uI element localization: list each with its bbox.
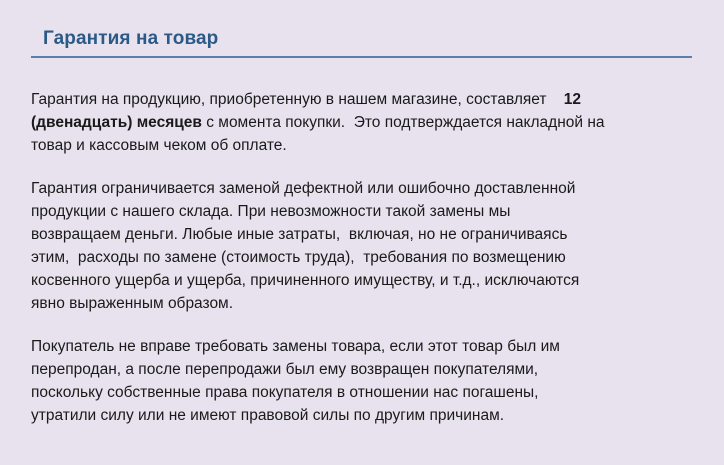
paragraph-line (31, 269, 701, 292)
paragraph-line (31, 223, 701, 246)
paragraph-1 (31, 88, 701, 157)
title-underline (31, 56, 692, 58)
paragraph-line (31, 200, 701, 223)
text-segment: явно выраженным образом. (31, 295, 234, 312)
text-segment: Гарантия ограничивается заменой дефектной или ошибочно доставленной (31, 180, 576, 197)
text-segment: этим, расходы по замене (стоимость труда), требования по возмещению (31, 249, 566, 266)
text-segment: продукции с нашего склада. При невозможности такой замены мы (31, 203, 511, 220)
text-segment: Покупатель не вправе требовать замены товара, если этот товар был им (31, 338, 560, 355)
text-segment: возвращаем деньги. Любые иные затраты, включая, но не ограничиваясь (31, 226, 568, 243)
document-body (31, 88, 701, 447)
paragraph-line (31, 381, 701, 404)
paragraph-line (31, 292, 701, 315)
text-segment: поскольку собственные права покупателя в отношении нас погашены, (31, 384, 539, 401)
paragraph-line (31, 177, 701, 200)
paragraph-line (31, 404, 701, 427)
paragraph-line (31, 88, 701, 111)
paragraph-line (31, 335, 701, 358)
page-title: Гарантия на товар (43, 28, 219, 49)
paragraph-2 (31, 177, 701, 315)
paragraph-line (31, 134, 701, 157)
text-segment: с момента покупки. Это подтверждается накладной на (201, 114, 605, 131)
bold-text: (двенадцать) месяцев (31, 114, 202, 131)
paragraph-3 (31, 335, 701, 427)
text-segment: косвенного ущерба и ущерба, причиненного имуществу, и т.д., исключаются (31, 272, 580, 289)
bold-text: 12 (563, 91, 581, 108)
text-segment: Гарантия на продукцию, приобретенную в нашем магазине, составляет (31, 91, 564, 108)
text-segment: перепродан, а после перепродажи был ему возвращен покупателями, (31, 361, 539, 378)
paragraph-line (31, 111, 701, 134)
text-segment: утратили силу или не имеют правовой силы по другим причинам. (31, 407, 505, 424)
paragraph-line (31, 358, 701, 381)
text-segment: товар и кассовым чеком об оплате. (31, 137, 287, 154)
paragraph-line (31, 246, 701, 269)
